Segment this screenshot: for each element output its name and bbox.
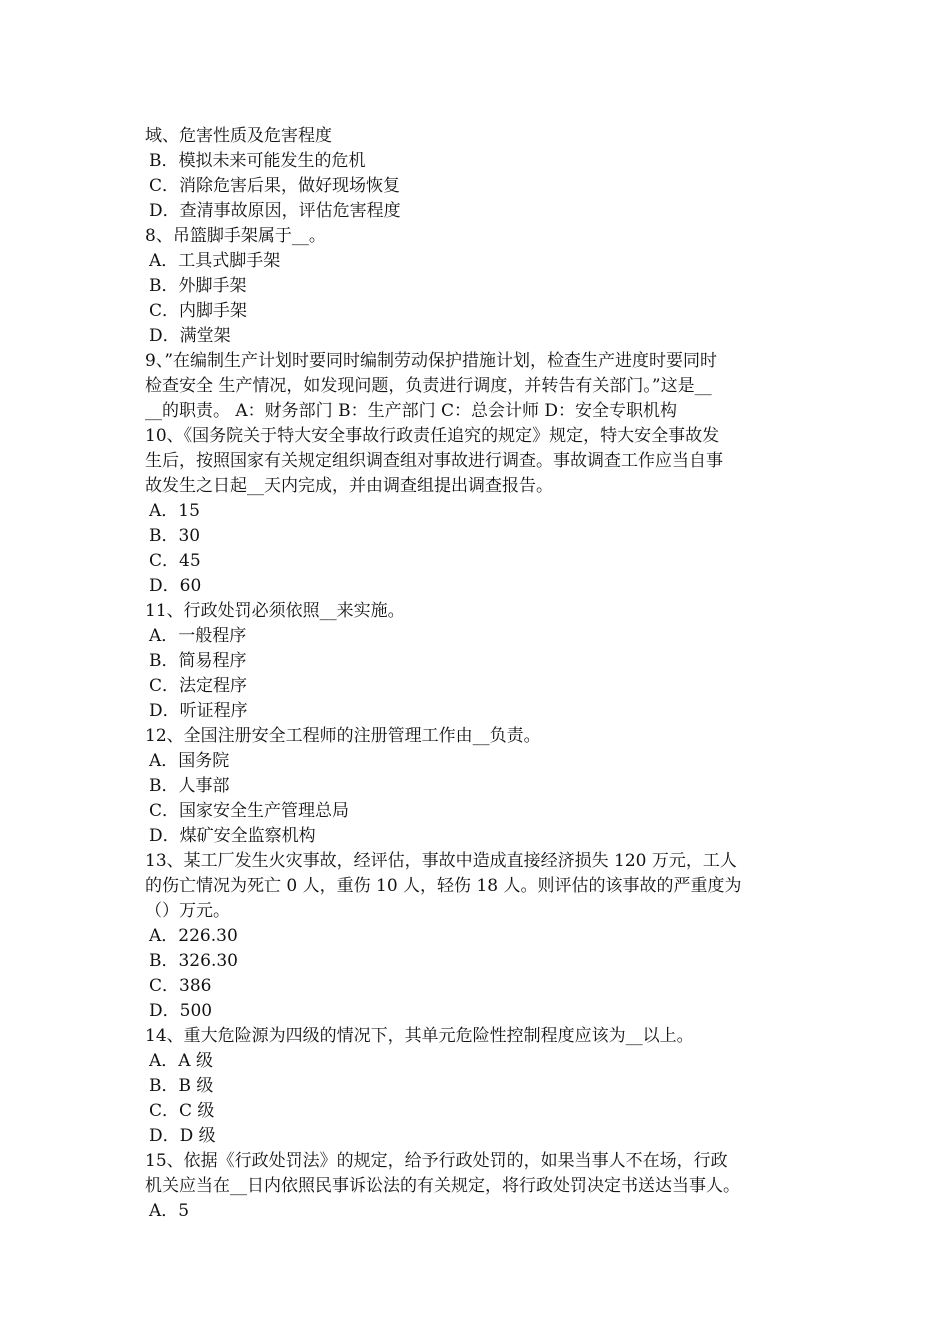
answer-option-line: A．A 级 (149, 1051, 213, 1071)
answer-option-line: A．工具式脚手架 (149, 251, 281, 271)
answer-option-line: A．5 (149, 1201, 190, 1221)
question-text-line: （）万元。 (145, 901, 230, 921)
answer-option-line: A．国务院 (149, 751, 230, 771)
question-text-line: 10、《国务院关于特大安全事故行政责任追究的规定》规定，特大安全事故发 (145, 426, 720, 446)
answer-option-line: C．C 级 (149, 1101, 215, 1121)
answer-option-line: D．D 级 (149, 1126, 216, 1146)
question-text-line: 生后，按照国家有关规定组织调查组对事故进行调查。事故调查工作应当自事 (145, 451, 723, 471)
answer-option-line: B．30 (149, 526, 201, 546)
answer-option-line: C．45 (149, 551, 201, 571)
question-text-line: 的伤亡情况为死亡 0 人，重伤 10 人，轻伤 18 人。则评估的该事故的严重度为 (145, 876, 742, 896)
answer-option-line: A．226.30 (149, 926, 238, 946)
answer-option-line: C．消除危害后果，做好现场恢复 (149, 176, 401, 196)
question-text-line: 检查安全 生产情况，如发现问题，负责进行调度，并转告有关部门。”这是__ (145, 376, 712, 396)
answer-option-line: D．听证程序 (149, 701, 248, 721)
question-text-line: 机关应当在__日内依照民事诉讼法的有关规定，将行政处罚决定书送达当事人。 (145, 1176, 740, 1196)
answer-option-line: A．一般程序 (149, 626, 247, 646)
answer-option-line: B．简易程序 (149, 651, 247, 671)
question-text-line: 故发生之日起__天内完成，并由调查组提出调查报告。 (145, 476, 553, 496)
question-text-line: 域、危害性质及危害程度 (145, 126, 332, 146)
question-text-line: 9、”在编制生产计划时要同时编制劳动保护措施计划，检查生产进度时要同时 (145, 351, 718, 371)
answer-option-line: C．国家安全生产管理总局 (149, 801, 350, 821)
question-text-line: 11、行政处罚必须依照__来实施。 (145, 601, 405, 621)
answer-option-line: B．B 级 (149, 1076, 214, 1096)
question-text-line: 14、重大危险源为四级的情况下，其单元危险性控制程度应该为__以上。 (145, 1026, 694, 1046)
answer-option-line: D．60 (149, 576, 202, 596)
answer-option-line: D．满堂架 (149, 326, 231, 346)
answer-option-line: C．法定程序 (149, 676, 248, 696)
question-text-line: 13、某工厂发生火灾事故，经评估，事故中造成直接经济损失 120 万元，工人 (145, 851, 737, 871)
question-text-line: 15、依据《行政处罚法》的规定，给予行政处罚的，如果当事人不在场，行政 (145, 1151, 728, 1171)
answer-option-line: B．326.30 (149, 951, 238, 971)
answer-option-line: C．386 (149, 976, 212, 996)
answer-option-line: C．内脚手架 (149, 301, 248, 321)
question-text-line: 8、吊篮脚手架属于__。 (145, 226, 326, 246)
answer-option-line: D．500 (149, 1001, 213, 1021)
answer-option-line: B．人事部 (149, 776, 230, 796)
question-text-line: __的职责。 A：财务部门 B：生产部门 C：总会计师 D：安全专职机构 (145, 401, 678, 421)
answer-option-line: A．15 (149, 501, 200, 521)
answer-option-line: B．外脚手架 (149, 276, 247, 296)
document-body (145, 124, 808, 1224)
answer-option-line: D．煤矿安全监察机构 (149, 826, 316, 846)
question-text-line: 12、全国注册安全工程师的注册管理工作由__负责。 (145, 726, 541, 746)
answer-option-line: D．查清事故原因，评估危害程度 (149, 201, 401, 221)
answer-option-line: B．模拟未来可能发生的危机 (149, 151, 366, 171)
